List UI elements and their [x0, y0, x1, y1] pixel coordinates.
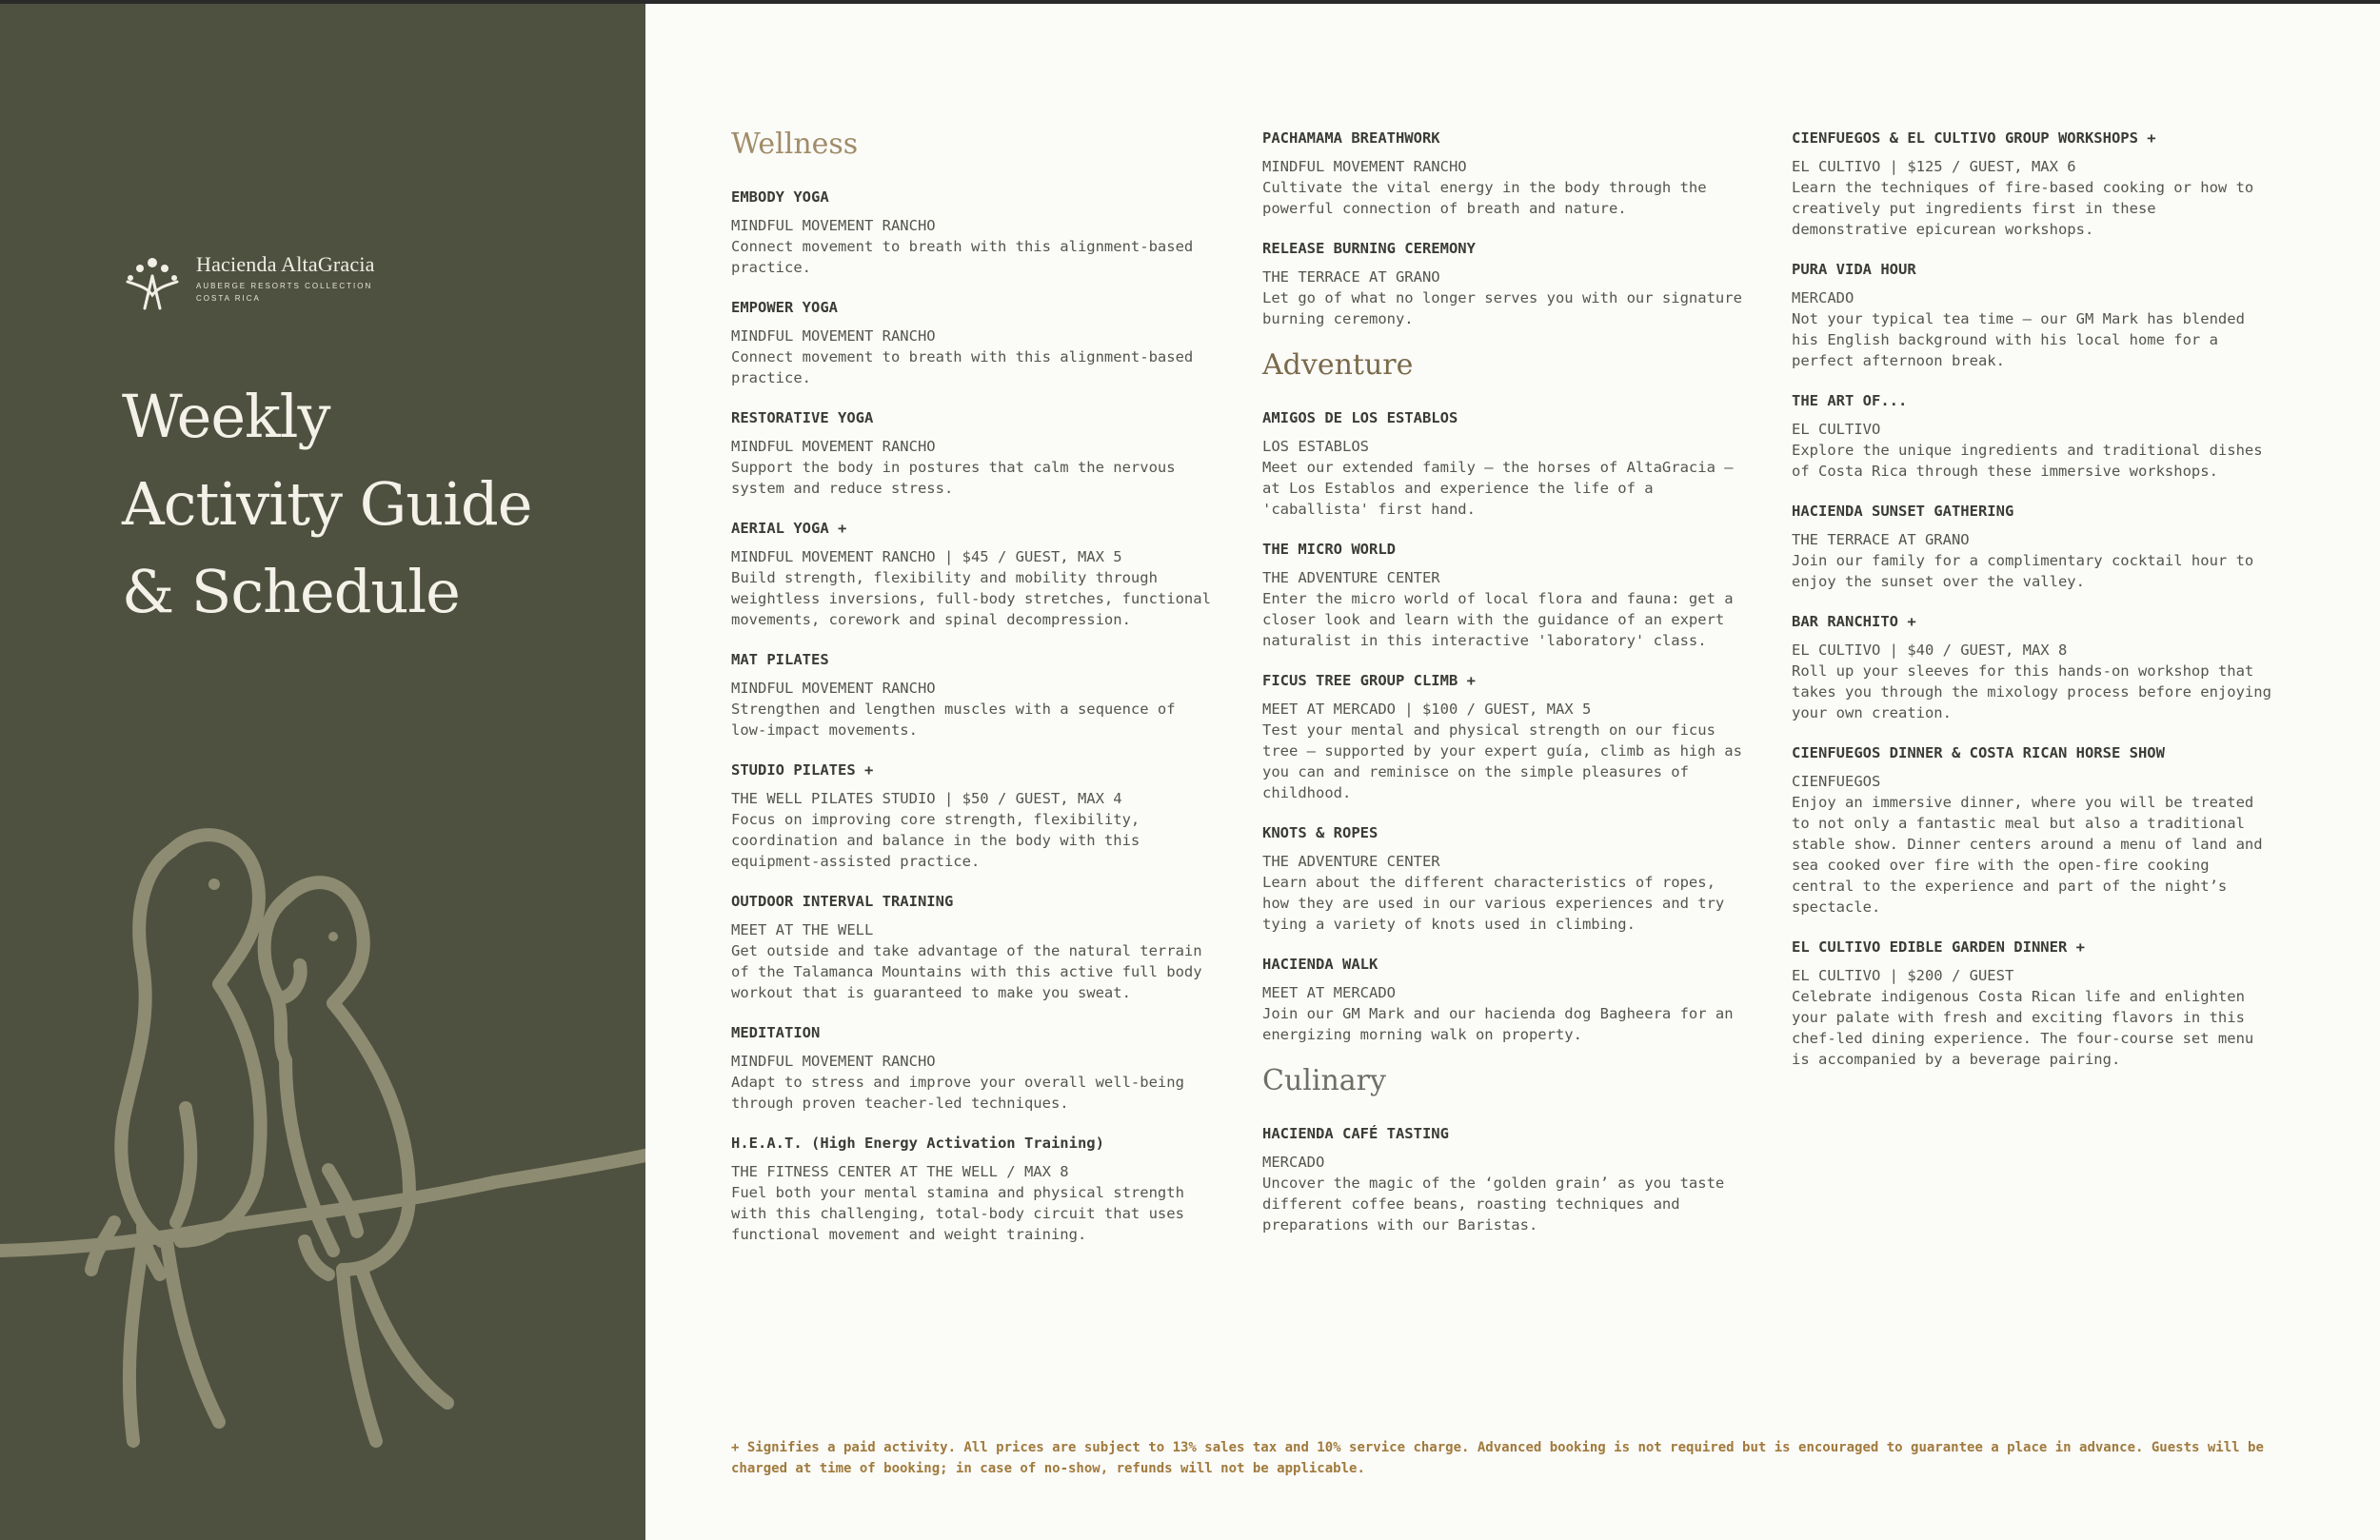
guide-title-line-2: Activity Guide [122, 469, 532, 539]
activity-location: MERCADO [1262, 1154, 1325, 1171]
activity-location: LOS ESTABLOS [1262, 438, 1369, 455]
activity-name: AMIGOS DE LOS ESTABLOS [1262, 409, 1458, 426]
activity-description: Enjoy an immersive dinner, where you will be treated to not only a fantastic meal but also a traditional stable show. Dinner centers around a menu of land and sea cooked over fire with the open-fire cooking central to the experience and part of the night’s spectacle. [1792, 794, 2263, 916]
activity-name: HACIENDA SUNSET GATHERING [1792, 503, 2014, 520]
activity-item [1792, 259, 2277, 371]
activity-location: EL CULTIVO | $200 / GUEST [1792, 967, 2014, 984]
activity-name: EL CULTIVO EDIBLE GARDEN DINNER + [1792, 938, 2085, 956]
activity-item [1262, 407, 1748, 520]
activity-location: MERCADO [1792, 289, 1854, 306]
brand-name: Hacienda AltaGracia [196, 252, 375, 276]
activity-location: THE WELL PILATES STUDIO | $50 / GUEST, MAX 4 [731, 790, 1122, 807]
activity-description: Roll up your sleeves for this hands-on workshop that takes you through the mixology process before enjoying your own creation. [1792, 662, 2271, 721]
activity-description: Focus on improving core strength, flexibility, coordination and balance in the body with this equipment-assisted practice. [731, 811, 1140, 870]
footnote-paid-activity: + Signifies a paid activity. All prices are subject to 13% sales tax and 10% service charge. Advanced booking is not required but is encouraged to guarantee a place in advance. Guests will be charged at time of booking; in case of no-show, refunds will not be applicable. [731, 1440, 2264, 1476]
activity-location: MEET AT THE WELL [731, 921, 874, 938]
activity-item [1262, 539, 1748, 651]
activity-location: THE TERRACE AT GRANO [1262, 268, 1440, 286]
column-middle [1262, 128, 1748, 1254]
activity-location: MINDFUL MOVEMENT RANCHO [731, 217, 936, 234]
guide-title-line-3: & Schedule [122, 557, 460, 626]
hacienda-logo-icon [122, 253, 183, 310]
activity-location: MINDFUL MOVEMENT RANCHO [731, 680, 936, 697]
activity-name: OUTDOOR INTERVAL TRAINING [731, 893, 954, 910]
activity-name: HACIENDA WALK [1262, 956, 1378, 973]
activity-name: CIENFUEGOS DINNER & COSTA RICAN HORSE SHOW [1792, 744, 2165, 761]
activity-location: THE ADVENTURE CENTER [1262, 853, 1440, 870]
activity-name: THE MICRO WORLD [1262, 541, 1396, 558]
activity-name: RELEASE BURNING CEREMONY [1262, 240, 1476, 257]
activity-item [1792, 390, 2277, 482]
activity-location: MEET AT MERCADO [1262, 984, 1396, 1001]
activity-description: Learn about the different characteristics of ropes, how they are used in our various experiences and try tying a variety of knots used in climbing. [1262, 874, 1725, 933]
activity-name: RESTORATIVE YOGA [731, 409, 874, 426]
parrots-illustration [0, 794, 645, 1498]
activity-description: Adapt to stress and improve your overall well-being through proven teacher-led techniques. [731, 1074, 1184, 1112]
activity-description: Not your typical tea time – our GM Mark has blended his English background with his local home for a perfect afternoon break. [1792, 310, 2245, 369]
activity-item [1792, 742, 2277, 918]
activity-description: Uncover the magic of the ‘golden grain’ as you taste different coffee beans, roasting techniques and preparations with our Baristas. [1262, 1175, 1725, 1234]
activity-item [731, 891, 1217, 1003]
activity-item [731, 518, 1217, 630]
activity-description: Cultivate the vital energy in the body through the powerful connection of breath and nature. [1262, 179, 1707, 217]
activity-location: MINDFUL MOVEMENT RANCHO [731, 1053, 936, 1070]
activity-description: Support the body in postures that calm the nervous system and reduce stress. [731, 459, 1176, 497]
activity-description: Celebrate indigenous Costa Rican life and enlighten your palate with fresh and exciting flavors in this chef-led dining experience. The four-course set menu is accompanied by a beverage pairing. [1792, 988, 2254, 1068]
activity-location: EL CULTIVO | $125 / GUEST, MAX 6 [1792, 158, 2076, 175]
activity-location: MINDFUL MOVEMENT RANCHO [731, 327, 936, 345]
activity-description: Build strength, flexibility and mobility through weightless inversions, full-body stretches, functional movements, corework and spinal decompression. [731, 569, 1211, 628]
activity-name: FICUS TREE GROUP CLIMB + [1262, 672, 1476, 689]
activity-location: MINDFUL MOVEMENT RANCHO | $45 / GUEST, MAX 5 [731, 548, 1122, 565]
activity-location: MINDFUL MOVEMENT RANCHO [1262, 158, 1467, 175]
activity-description: Connect movement to breath with this alignment-based practice. [731, 238, 1194, 276]
sidebar-panel [0, 4, 645, 1540]
activity-item [1262, 822, 1748, 935]
section-heading-adventure: Adventure [1262, 348, 1414, 382]
activity-name: MAT PILATES [731, 651, 829, 668]
brand-subtitle: AUBERGE RESORTS COLLECTION [196, 282, 373, 290]
activity-description: Learn the techniques of fire-based cooking or how to creatively put ingredients first in these demonstrative epicurean workshops. [1792, 179, 2254, 238]
activity-description: Get outside and take advantage of the natural terrain of the Talamanca Mountains with this active full body workout that is guaranteed to make you sweat. [731, 942, 1202, 1001]
activity-description: Explore the unique ingredients and traditional dishes of Costa Rica through these immersive workshops. [1792, 442, 2263, 480]
activity-item [1262, 1123, 1748, 1235]
activity-item [1792, 611, 2277, 723]
activity-description: Strengthen and lengthen muscles with a sequence of low-impact movements. [731, 701, 1176, 739]
activity-location: THE FITNESS CENTER AT THE WELL / MAX 8 [731, 1163, 1069, 1180]
activity-item [1792, 501, 2277, 592]
activity-item [1262, 238, 1748, 329]
activity-name: AERIAL YOGA + [731, 520, 847, 537]
guide-title-line-1: Weekly [122, 382, 330, 451]
activity-location: MEET AT MERCADO | $100 / GUEST, MAX 5 [1262, 701, 1592, 718]
activity-name: CIENFUEGOS & EL CULTIVO GROUP WORKSHOPS + [1792, 129, 2156, 147]
section-heading-culinary: Culinary [1262, 1064, 1386, 1097]
activity-location: THE TERRACE AT GRANO [1792, 531, 1970, 548]
activity-item [731, 297, 1217, 388]
activity-name: H.E.A.T. (High Energy Activation Training) [731, 1135, 1104, 1152]
activity-name: HACIENDA CAFÉ TASTING [1262, 1125, 1449, 1142]
activity-description: Let go of what no longer serves you with our signature burning ceremony. [1262, 289, 1742, 327]
activity-location: CIENFUEGOS [1792, 773, 1881, 790]
activity-item [731, 407, 1217, 499]
activity-name: PURA VIDA HOUR [1792, 261, 1916, 278]
activity-description: Connect movement to breath with this alignment-based practice. [731, 348, 1194, 386]
activity-name: EMBODY YOGA [731, 188, 829, 206]
activity-name: PACHAMAMA BREATHWORK [1262, 129, 1440, 147]
activity-name: BAR RANCHITO + [1792, 613, 1916, 630]
activity-name: MEDITATION [731, 1024, 821, 1041]
activity-item [731, 187, 1217, 278]
activity-location: EL CULTIVO | $40 / GUEST, MAX 8 [1792, 642, 2068, 659]
activity-item [731, 760, 1217, 872]
activity-description: Join our family for a complimentary cocktail hour to enjoy the sunset over the valley. [1792, 552, 2254, 590]
activity-name: THE ART OF... [1792, 392, 1908, 409]
guide-title [122, 373, 531, 636]
section-heading-wellness: Wellness [731, 128, 859, 161]
brand-logo [122, 253, 375, 310]
activity-description: Fuel both your mental stamina and physical strength with this challenging, total-body circuit that uses functional movement and weight training. [731, 1184, 1184, 1243]
schedule-content [645, 4, 2380, 1540]
activity-item [731, 1133, 1217, 1245]
activity-item [1792, 128, 2277, 240]
activity-item [1262, 670, 1748, 803]
activity-location: EL CULTIVO [1792, 421, 1881, 438]
activity-item [1792, 937, 2277, 1070]
activity-item [731, 649, 1217, 740]
activity-name: EMPOWER YOGA [731, 299, 838, 316]
activity-name: KNOTS & ROPES [1262, 824, 1378, 841]
brand-location: COSTA RICA [196, 294, 261, 303]
activity-item [1262, 128, 1748, 219]
column-right [1792, 128, 2277, 1089]
activity-description: Test your mental and physical strength on our ficus tree – supported by your expert guía, climb as high as you can and reminisce on the simple pleasures of childhood. [1262, 721, 1742, 801]
activity-description: Join our GM Mark and our hacienda dog Bagheera for an energizing morning walk on property. [1262, 1005, 1734, 1043]
activity-item [1262, 954, 1748, 1045]
activity-name: STUDIO PILATES + [731, 761, 874, 779]
activity-description: Meet our extended family – the horses of AltaGracia – at Los Establos and experience the life of a 'caballista' first hand. [1262, 459, 1734, 518]
activity-location: THE ADVENTURE CENTER [1262, 569, 1440, 586]
column-wellness [731, 128, 1217, 1264]
activity-location: MINDFUL MOVEMENT RANCHO [731, 438, 936, 455]
activity-item [731, 1022, 1217, 1114]
activity-description: Enter the micro world of local flora and fauna: get a closer look and learn with the guidance of an expert naturalist in this interactive 'laboratory' class. [1262, 590, 1734, 649]
